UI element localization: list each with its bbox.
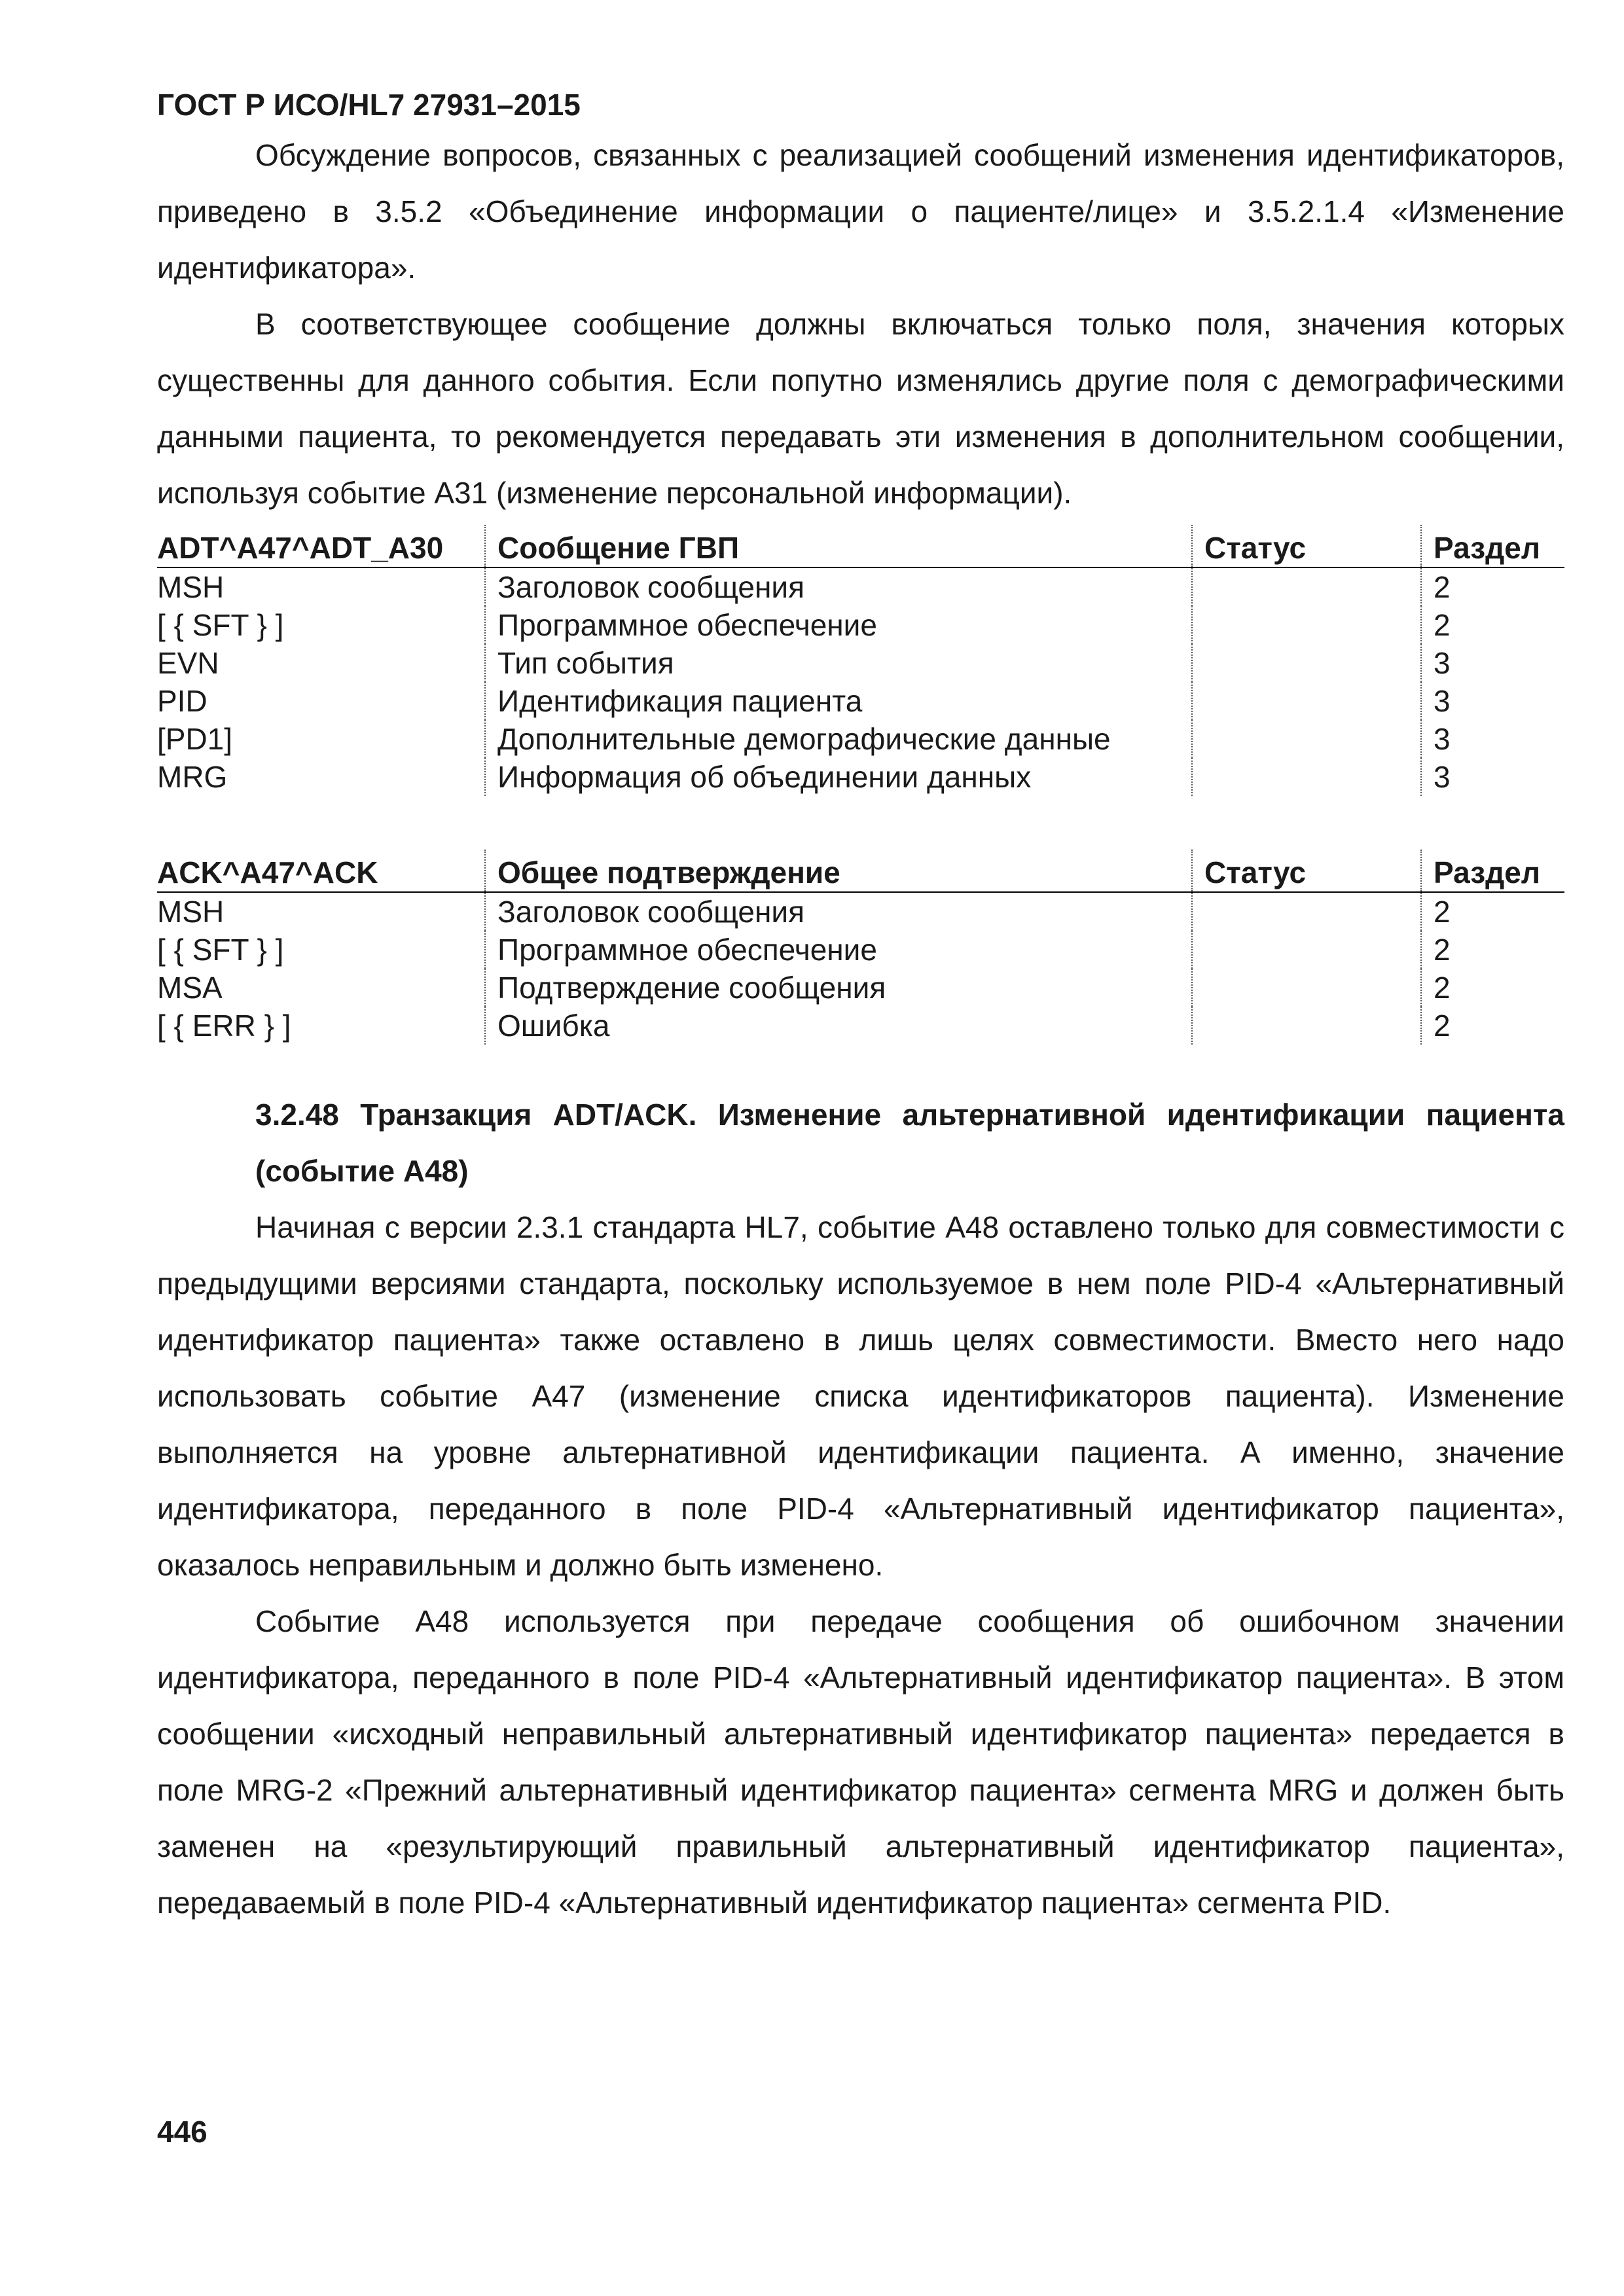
column-header: Общее подтверждение (485, 850, 1192, 892)
table-row (157, 758, 1564, 796)
table-row (157, 1007, 1564, 1045)
segment-cell: [ { ERR } ] (157, 1009, 291, 1043)
column-header: ADT^A47^ADT_A30 (157, 525, 485, 567)
description-cell: Заголовок сообщения (485, 567, 1192, 606)
segment-cell: MRG (157, 760, 228, 794)
status-cell (1192, 682, 1421, 720)
page-number: 446 (157, 2115, 208, 2149)
section-cell: 2 (1421, 567, 1564, 606)
paragraph: Обсуждение вопросов, связанных с реализацией сообщений изменения идентификаторов, приведено в 3.5.2 «Объединение информации о пациенте/лице» и 3.5.2.1.4 «Изменение идентификатора». (157, 138, 1564, 285)
section-cell: 3 (1421, 720, 1564, 758)
section-cell: 2 (1421, 931, 1564, 969)
table-row (157, 682, 1564, 720)
column-header: Раздел (1421, 525, 1564, 567)
document-header: ГОСТ Р ИСО/HL7 27931–2015 (157, 88, 581, 122)
section-heading: 3.2.48 Транзакция ADT/ACK. Изменение альтернативной идентификации пациента (событие A48) (255, 1098, 1564, 1188)
status-cell (1192, 720, 1421, 758)
description-cell: Подтверждение сообщения (485, 969, 1192, 1007)
table-row (157, 892, 1564, 931)
status-cell (1192, 606, 1421, 644)
section-cell: 2 (1421, 892, 1564, 931)
description-cell: Заголовок сообщения (485, 892, 1192, 931)
section-cell: 3 (1421, 758, 1564, 796)
section-cell: 2 (1421, 969, 1564, 1007)
status-cell (1192, 892, 1421, 931)
segment-cell: [ { SFT } ] (157, 608, 284, 642)
table-header-row (157, 850, 1564, 892)
section-cell: 2 (1421, 1007, 1564, 1045)
column-header: Статус (1192, 525, 1421, 567)
status-cell (1192, 931, 1421, 969)
column-header: Сообщение ГВП (485, 525, 1192, 567)
section-cell: 3 (1421, 644, 1564, 682)
description-cell: Программное обеспечение (485, 931, 1192, 969)
document-page (157, 85, 1564, 1931)
column-header: Раздел (1421, 850, 1564, 892)
segment-cell: MSH (157, 895, 225, 929)
segment-cell: MSH (157, 570, 225, 604)
status-cell (1192, 969, 1421, 1007)
table-row (157, 567, 1564, 606)
description-cell: Информация об объединении данных (485, 758, 1192, 796)
description-cell: Тип события (485, 644, 1192, 682)
status-cell (1192, 758, 1421, 796)
message-structure-table-ack (157, 850, 1564, 1045)
table-row (157, 969, 1564, 1007)
table-row (157, 606, 1564, 644)
paragraph: Событие A48 используется при передаче сообщения об ошибочном значении идентификатора, переданного в поле PID-4 «Альтернативный идентификатор пациента». В этом сообщении «исходный неправильный альтернативный идентификатор пациента» передается в поле MRG-2 «Прежний альтернативный идентификатор пациента» сегмента MRG и должен быть заменен на «результирующий правильный альтернативный идентификатор пациента», передаваемый в поле PID-4 «Альтернативный идентификатор пациента» сегмента PID. (157, 1604, 1564, 1920)
paragraph: Начиная с версии 2.3.1 стандарта HL7, событие A48 оставлено только для совместимости с предыдущими версиями стандарта, поскольку используемое в нем поле PID-4 «Альтернативный идентификатор пациента» также оставлено в лишь целях совместимости. Вместо него надо использовать событие A47 (изменение списка идентификаторов пациента). Изменение выполняется на уровне альтернативной идентификации пациента. А именно, значение идентификатора, переданного в поле PID-4 «Альтернативный идентификатор пациента», оказалось неправильным и должно быть изменено. (157, 1210, 1564, 1582)
table-row (157, 931, 1564, 969)
description-cell: Идентификация пациента (485, 682, 1192, 720)
description-cell: Дополнительные демографические данные (485, 720, 1192, 758)
section-cell: 2 (1421, 606, 1564, 644)
section-cell: 3 (1421, 682, 1564, 720)
table-header-row (157, 525, 1564, 567)
segment-cell: [ { SFT } ] (157, 933, 284, 967)
message-structure-table-adt (157, 525, 1564, 796)
status-cell (1192, 644, 1421, 682)
table-row (157, 720, 1564, 758)
segment-cell: MSA (157, 971, 223, 1005)
status-cell (1192, 567, 1421, 606)
status-cell (1192, 1007, 1421, 1045)
segment-cell: EVN (157, 646, 219, 680)
column-header: ACK^A47^ACK (157, 850, 485, 892)
column-header: Статус (1192, 850, 1421, 892)
segment-cell: PID (157, 684, 208, 718)
description-cell: Ошибка (485, 1007, 1192, 1045)
table-row (157, 644, 1564, 682)
description-cell: Программное обеспечение (485, 606, 1192, 644)
paragraph: В соответствующее сообщение должны включаться только поля, значения которых существенны для данного события. Если попутно изменялись другие поля с демографическими данными пациента, то рекомендуется передавать эти изменения в дополнительном сообщении, используя событие A31 (изменение персональной информации). (157, 307, 1564, 510)
segment-cell: [PD1] (157, 722, 233, 756)
